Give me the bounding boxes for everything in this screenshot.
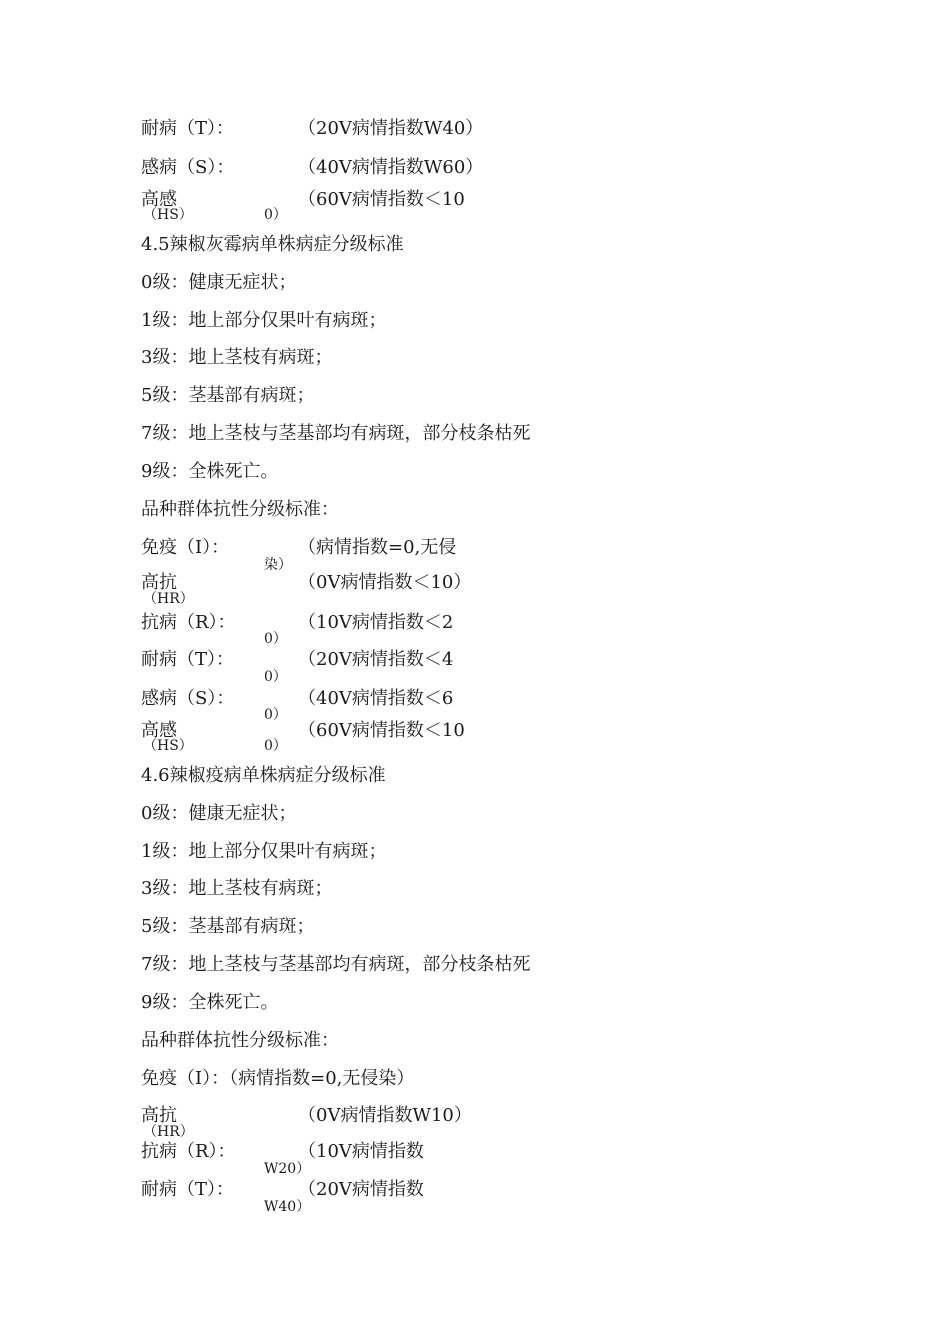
resistant-label: 抗病（R）： — [141, 1141, 236, 1162]
tolerant-label: 耐病（T）： — [141, 1179, 235, 1200]
clipped-value-fragment: 0） — [264, 669, 287, 685]
section-heading-4-5: 4.5辣椒灰霉病单株病症分级标准 — [141, 234, 404, 255]
grade-line: 5级：茎基部有病斑； — [141, 385, 315, 406]
susceptible-range: （40V病情指数＜6 — [298, 688, 454, 709]
tolerant-range: （20V病情指数＜4 — [298, 649, 454, 670]
grade-line: 5级：茎基部有病斑； — [141, 916, 315, 937]
resistance-title: 品种群体抗性分级标准： — [141, 499, 339, 520]
clipped-label-fragment: （HR） — [143, 591, 194, 607]
resistance-title: 品种群体抗性分级标准： — [141, 1030, 339, 1051]
high-resistance-range: （0V病情指数＜10） — [298, 572, 472, 593]
tolerant-range: （20V病情指数W40） — [298, 118, 484, 139]
section-heading-4-6: 4.6辣椒疫病单株病症分级标准 — [141, 765, 386, 786]
immune-range: （病情指数=0,无侵 — [298, 537, 457, 558]
grade-line: 0级：健康无症状； — [141, 803, 297, 824]
clipped-value-fragment: 0） — [264, 707, 287, 723]
grade-line: 9级：全株死亡。 — [141, 992, 279, 1013]
clipped-value-fragment: 染） — [264, 557, 292, 573]
grade-line: 1级：地上部分仅果叶有病斑； — [141, 310, 387, 331]
clipped-label-fragment: （HS） — [143, 207, 193, 223]
clipped-value-fragment: W20） — [264, 1161, 311, 1177]
grade-line: 0级：健康无症状； — [141, 272, 297, 293]
high-resistance-label: 高抗 — [141, 572, 177, 593]
highly-susceptible-label: 高感 — [141, 720, 177, 741]
highly-susceptible-range: （60V病情指数＜10 — [298, 189, 465, 210]
clipped-value-fragment: 0） — [264, 631, 287, 647]
highly-susceptible-label: 高感 — [141, 189, 177, 210]
resistant-range: （10V病情指数 — [298, 1141, 424, 1162]
tolerant-label: 耐病（T）： — [141, 649, 235, 670]
immune-label: 免疫（I）： — [141, 537, 230, 558]
grade-line: 3级：地上茎枝有病斑； — [141, 347, 333, 368]
susceptible-label: 感病（S）： — [141, 157, 235, 178]
highly-susceptible-range: （60V病情指数＜10 — [298, 720, 465, 741]
grade-line: 9级：全株死亡。 — [141, 461, 279, 482]
resistant-range: （10V病情指数＜2 — [298, 612, 454, 633]
grade-line: 7级：地上茎枝与茎基部均有病斑，部分枝条枯死 — [141, 423, 531, 444]
high-resistance-label: 高抗 — [141, 1105, 177, 1126]
clipped-value-fragment: 0） — [264, 738, 287, 754]
susceptible-range: （40V病情指数W60） — [298, 157, 484, 178]
clipped-value-fragment: W40） — [264, 1199, 311, 1215]
tolerant-range: （20V病情指数 — [298, 1179, 424, 1200]
grade-line: 3级：地上茎枝有病斑； — [141, 878, 333, 899]
clipped-label-fragment: （HS） — [143, 738, 193, 754]
resistant-label: 抗病（R）： — [141, 612, 236, 633]
high-resistance-range: （0V病情指数W10） — [298, 1105, 472, 1126]
immune-line: 免疫（I）：（病情指数=0,无侵染） — [141, 1068, 415, 1089]
tolerant-label: 耐病（T）： — [141, 118, 235, 139]
grade-line: 1级：地上部分仅果叶有病斑； — [141, 841, 387, 862]
clipped-value-fragment: 0） — [264, 207, 287, 223]
susceptible-label: 感病（S）： — [141, 688, 235, 709]
clipped-label-fragment: （HR） — [143, 1124, 194, 1140]
grade-line: 7级：地上茎枝与茎基部均有病斑，部分枝条枯死 — [141, 954, 531, 975]
